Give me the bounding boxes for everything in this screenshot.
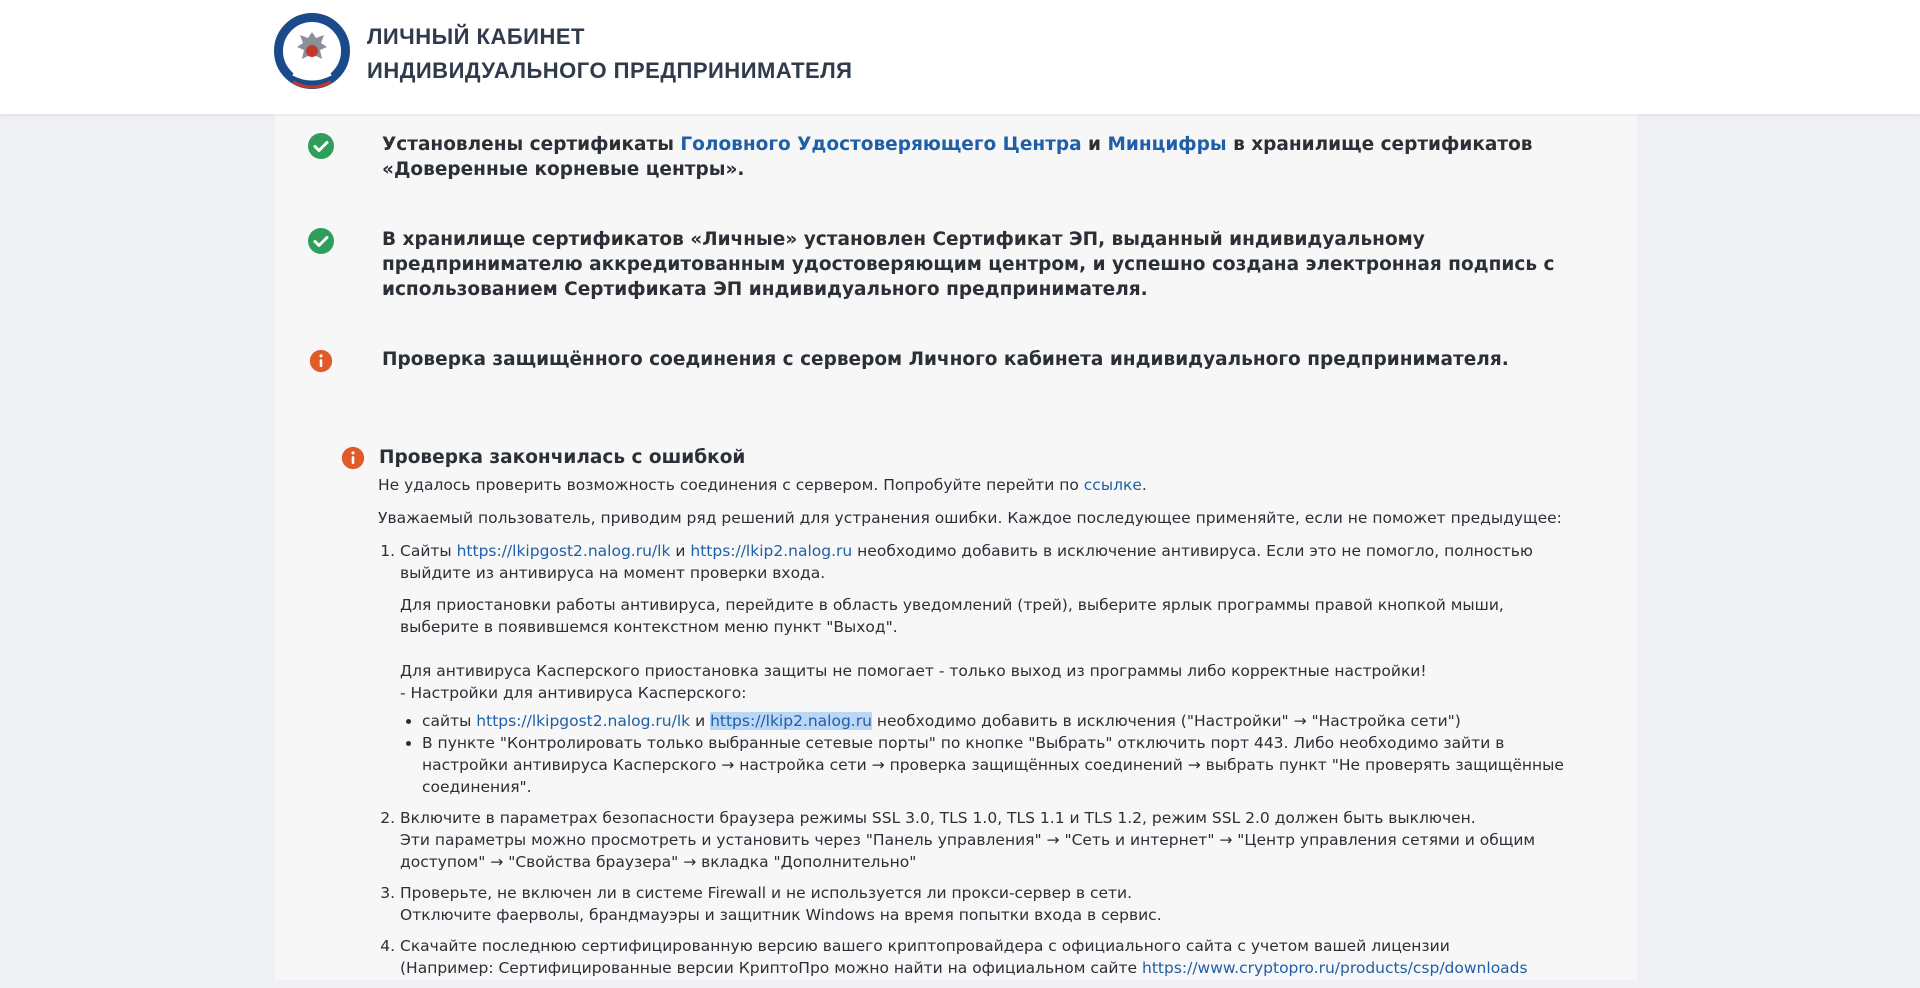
kaspersky-note: Для антивируса Касперского приостановка защиты не помогает - только выход из программы либо корректные настройки! — [400, 662, 1427, 680]
solution-1-text — [400, 540, 1568, 584]
kaspersky-settings-heading: - Настройки для антивируса Касперского: — [400, 684, 747, 702]
text-part: (Например: Сертифицированные версии КриптоПро можно найти на официальном сайте — [400, 959, 1142, 977]
kaspersky-setting-1 — [422, 710, 1568, 732]
mintsifry-link[interactable]: Минцифры — [1107, 134, 1227, 155]
brand-title[interactable] — [367, 20, 852, 88]
text-part: Сайты — [400, 542, 457, 560]
solution-4-text: 4. Скачайте последнюю сертифицированную версию вашего криптопровайдера с официального сайта с учетом вашей лицензии — [400, 937, 1450, 955]
check-personal-certificate-text: В хранилище сертификатов «Личные» установлен Сертификат ЭП, выданный индивидуальному предпринимателю аккредитованным удостоверяющим центром, и успешно создана электронная подпись с использованием Сертификата ЭП индивидуального предпринимателя. — [382, 229, 1555, 300]
antivirus-pause-text: Для приостановки работы антивируса, перейдите в область уведомлений (трей), выберите ярлык программы правой кнопкой мыши, выберите в появившемся контекстном меню пункт "Выход". — [400, 596, 1504, 636]
info-circle-icon — [341, 446, 365, 470]
solution-item-3 — [400, 882, 1568, 926]
solution-3-details: Отключите фаерволы, брандмауэры и защитник Windows на время попытки входа в сервис. — [400, 906, 1162, 924]
lkipgost2-link[interactable]: https://lkipgost2.nalog.ru/lk — [456, 542, 671, 560]
check-text-part: и — [1081, 134, 1108, 155]
text-part: сайты — [422, 712, 477, 730]
error-message-end: . — [1141, 476, 1147, 494]
check-root-certificates-text — [382, 132, 1612, 182]
brand-title-line1: ЛИЧНЫЙ КАБИНЕТ — [367, 24, 585, 49]
check-secure-connection-text: Проверка защищённого соединения с сервером Личного кабинета индивидуального предпринимателя. — [382, 349, 1509, 370]
solution-item-2 — [400, 807, 1568, 873]
solutions-list — [378, 540, 1568, 979]
text-part: и — [670, 542, 691, 560]
head-ca-link[interactable]: Головного Удостоверяющего Центра — [680, 134, 1082, 155]
kaspersky-settings-list — [400, 710, 1568, 798]
solution-2-text: 2. Включите в параметрах безопасности браузера режимы SSL 3.0, TLS 1.0, TLS 1.1 и TLS 1.2, режим SSL 2.0 должен быть выключен. — [400, 809, 1476, 827]
retry-link[interactable]: ссылке — [1083, 476, 1142, 494]
lkip2-link-selected[interactable]: https://lkip2.nalog.ru — [710, 712, 872, 730]
text-part: необходимо добавить в исключения ("Настройки" → "Настройка сети") — [871, 712, 1461, 730]
check-circle-icon — [307, 227, 335, 255]
fns-logo[interactable] — [273, 12, 351, 90]
solution-4-details — [400, 957, 1568, 979]
error-message — [378, 474, 1568, 496]
error-title: Проверка закончилась с ошибкой — [379, 447, 746, 468]
error-instructions — [378, 474, 1568, 988]
check-circle-icon — [307, 132, 335, 160]
error-message-text: Не удалось проверить возможность соединения с сервером. Попробуйте перейти по — [378, 476, 1084, 494]
site-header — [0, 0, 1920, 114]
solution-3-text: 3. Проверьте, не включен ли в системе Firewall и не используется ли прокси-сервер в сети. — [400, 884, 1133, 902]
check-text-part: Установлены сертификаты — [382, 134, 681, 155]
lkip2-link[interactable]: https://lkip2.nalog.ru — [690, 542, 853, 560]
spacer — [400, 638, 1568, 660]
kaspersky-setting-2: • В пункте "Контролировать только выбранные сетевые порты" по кнопке "Выбрать" отключить порт 443. Либо необходимо зайти в настройки антивируса Касперского → настройка сети → проверка защищённых соединений → выбрать пункт "Не проверять защищённые соединения". — [422, 732, 1568, 798]
error-intro: Уважаемый пользователь, приводим ряд решений для устранения ошибки. Каждое последующее применяйте, если не поможет предыдущее: — [378, 509, 1562, 527]
solution-item-1 — [400, 540, 1568, 798]
check-text-part: в хранилище сертификатов «Доверенные корневые центры». — [382, 134, 1533, 180]
cryptopro-downloads-link[interactable]: https://www.cryptopro.ru/products/csp/downloads — [1142, 959, 1528, 977]
info-circle-icon — [309, 349, 333, 373]
main-panel — [275, 114, 1637, 980]
text-part: необходимо добавить в исключение антивируса. Если это не помогло, полностью выйдите из антивируса на момент проверки входа. — [400, 542, 1533, 582]
lkipgost2-link[interactable]: https://lkipgost2.nalog.ru/lk — [476, 712, 691, 730]
solution-item-4 — [400, 935, 1568, 979]
text-part: и — [690, 712, 711, 730]
solution-2-details: Эти параметры можно просмотреть и установить через "Панель управления" → "Сеть и интернет" → "Центр управления сетями и общим доступом" → "Свойства браузера" → вкладка "Дополнительно" — [400, 831, 1536, 871]
brand-title-line2: ИНДИВИДУАЛЬНОГО ПРЕДПРИНИМАТЕЛЯ — [367, 58, 853, 83]
